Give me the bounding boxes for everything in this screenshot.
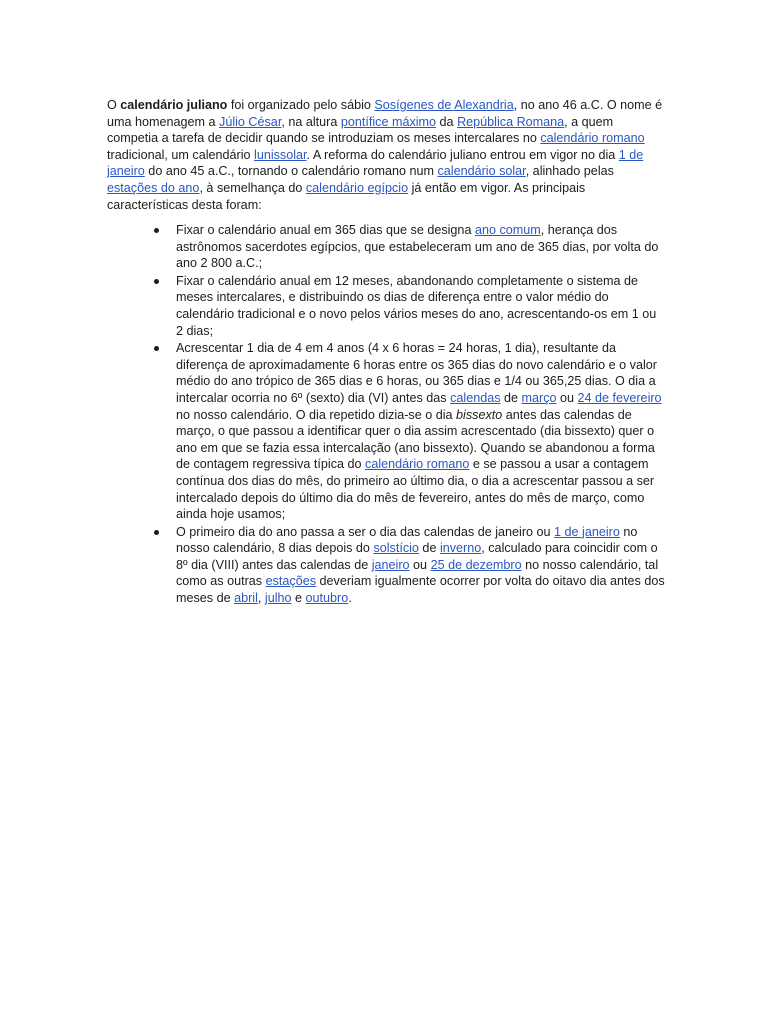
item-text: Fixar o calendário anual em 12 meses, abandonando completamente o sistema de meses intercalares, e distribuindo os dias de diferença entre o valor médio do calendário tradicional e o novo pelos vários meses do ano, acrescentando-os em 1 ou 2 dias; — [176, 273, 657, 338]
link-calendario-romano[interactable]: calendário romano — [365, 457, 470, 472]
item-text: , herança dos astrônomos sacerdotes egípcios, que estabeleceram um ano de 365 dias, por volta do ano 2 800 a.C.; — [176, 223, 659, 271]
link-24-de-fevereiro[interactable]: 24 de fevereiro — [577, 390, 662, 405]
bullet-icon — [154, 228, 159, 233]
link-inverno[interactable]: inverno — [439, 541, 482, 556]
list-item — [176, 340, 666, 523]
bullet-icon — [154, 346, 159, 351]
link-1-de-janeiro[interactable]: 1 de janeiro — [554, 524, 620, 539]
intro-text: . A reforma do calendário juliano entrou em vigor no dia — [306, 147, 619, 162]
intro-text: , a quem competia a tarefa de decidir quando se introduziam os meses intercalares no — [107, 114, 614, 146]
title-term: calendário juliano — [120, 98, 228, 112]
item-text: e — [291, 591, 306, 606]
item-text: no nosso calendário. O dia repetido dizia-se o dia — [176, 407, 457, 422]
bullet-icon — [154, 530, 159, 535]
item-text: Fixar o calendário anual em 365 dias que se designa — [176, 223, 475, 237]
link-pontifice-maximo[interactable]: pontífice máximo — [340, 114, 437, 129]
list-item — [176, 524, 666, 607]
intro-text: O — [107, 98, 121, 112]
intro-text: já então em vigor. As principais características desta foram: — [107, 180, 586, 212]
item-text: . — [348, 591, 352, 606]
link-julho[interactable]: julho — [264, 591, 292, 606]
link-solsticio[interactable]: solstício — [373, 541, 419, 556]
item-text: de — [500, 390, 522, 405]
item-text: ou — [409, 557, 431, 572]
link-abril[interactable]: abril — [234, 591, 258, 606]
link-outubro[interactable]: outubro — [305, 591, 349, 606]
item-text: antes das calendas de março, o que passou a identificar quer o dia assim acrescentado (dia bissexto) quer o ano em que se fazia essa intercalação (ano bissexto). Quando se abandonou a forma de contagem regressiva típica do — [176, 407, 655, 472]
link-calendario-solar[interactable]: calendário solar — [437, 164, 526, 179]
link-julio-cesar[interactable]: Júlio César — [219, 114, 282, 129]
item-text: e se passou a usar a contagem contínua dos dias do mês, do primeiro ao último dia, o dia a acrescentar passou a ser intercalado depois do último dia do mês de fevereiro, antes do mês de março, como ainda hoje usamos; — [176, 457, 655, 522]
item-text: no nosso calendário, tal como as outras — [176, 557, 659, 589]
bullet-icon — [154, 279, 159, 284]
intro-text: da — [436, 114, 458, 129]
link-calendario-romano[interactable]: calendário romano — [540, 131, 645, 146]
item-text: O primeiro dia do ano passa a ser o dia das calendas de janeiro ou — [176, 524, 555, 539]
characteristics-list — [176, 222, 666, 608]
intro-text: do ano 45 a.C., tornando o calendário romano num — [144, 164, 438, 179]
link-25-de-dezembro[interactable]: 25 de dezembro — [430, 557, 522, 572]
list-item — [176, 273, 666, 339]
link-sosigenes[interactable]: Sosígenes de Alexandria — [374, 98, 514, 112]
link-calendas[interactable]: calendas — [450, 390, 501, 405]
intro-paragraph — [107, 97, 665, 213]
link-1-de-janeiro[interactable]: 1 de janeiro — [107, 147, 644, 179]
item-text: deveriam igualmente ocorrer por volta do oitavo dia antes dos meses de — [176, 574, 665, 606]
item-text: , — [257, 591, 265, 606]
item-text: de — [418, 541, 440, 556]
link-calendario-egipcio[interactable]: calendário egípcio — [305, 180, 409, 195]
intro-text: , alinhado pelas — [525, 164, 614, 179]
item-text: no nosso calendário, 8 dias depois do — [176, 524, 638, 556]
link-lunissolar[interactable]: lunissolar — [254, 147, 307, 162]
intro-text: tradicional, um calendário — [107, 147, 255, 162]
link-marco[interactable]: março — [521, 390, 557, 405]
link-estacoes[interactable]: estações — [265, 574, 317, 589]
item-text: , calculado para coincidir com o 8º dia (VIII) antes das calendas de — [176, 541, 658, 572]
link-ano-comum[interactable]: ano comum — [474, 223, 541, 237]
item-text: Acrescentar 1 dia de 4 em 4 anos (4 x 6 horas = 24 horas, 1 dia), resultante da diferença de aproximadamente 6 horas entre os 365 dias do novo calendário e o valor médio do ano trópico de 365 dias e 6 horas, ou 365 dias e 1/4 ou 365,25 dias. O dia a intercalar ocorria no 6º (sexto) dia (VI) antes das — [176, 341, 657, 405]
intro-text: foi organizado pelo sábio — [227, 98, 375, 112]
item-text: ou — [556, 390, 578, 405]
link-estacoes-do-ano[interactable]: estações do ano — [107, 180, 200, 195]
link-janeiro[interactable]: janeiro — [371, 557, 410, 572]
intro-text: , na altura — [281, 114, 341, 129]
term-bissexto: bissexto — [456, 407, 503, 422]
list-item — [176, 222, 666, 272]
intro-text: , à semelhança do — [199, 180, 306, 195]
link-republica-romana[interactable]: República Romana — [457, 114, 565, 129]
intro-text: , no ano 46 a.C. O nome é uma homenagem a — [107, 98, 663, 129]
